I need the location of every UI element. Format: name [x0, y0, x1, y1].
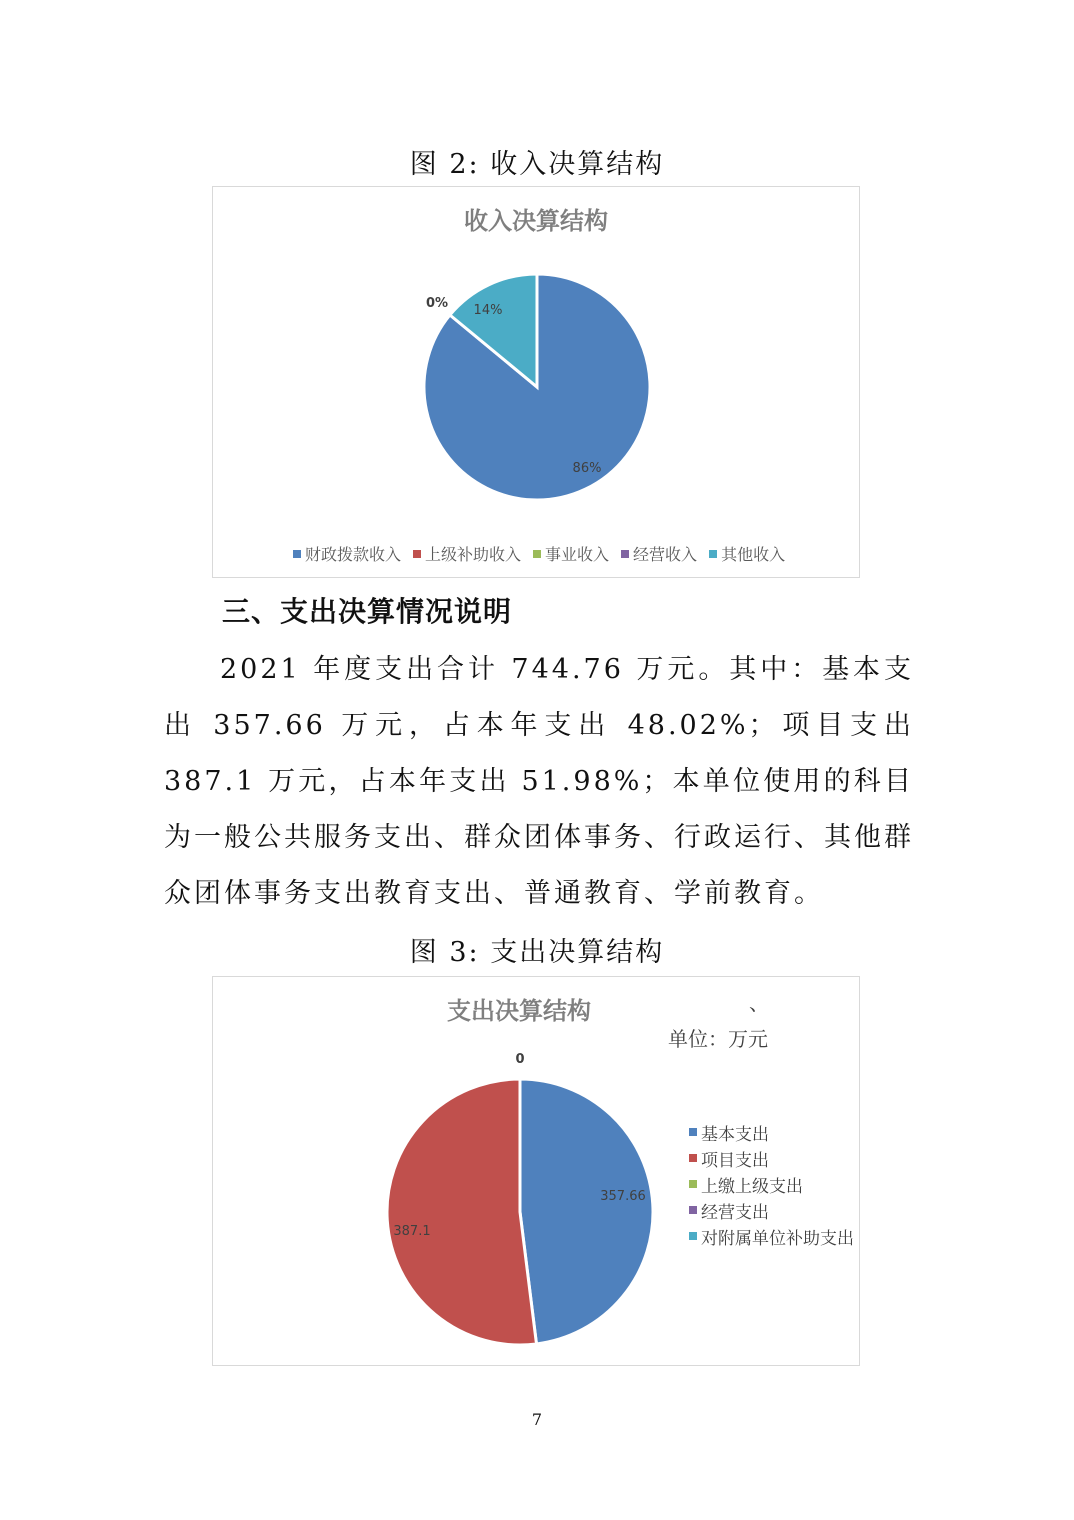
legend-swatch: [689, 1180, 697, 1188]
legend-swatch: [689, 1128, 697, 1136]
legend-item: [413, 542, 521, 565]
legend-swatch: [293, 550, 301, 558]
legend-item: [689, 1171, 854, 1197]
legend-item: [709, 542, 785, 565]
legend-label: 其他收入: [721, 545, 786, 564]
legend-swatch: [689, 1206, 697, 1214]
figure-3-caption: 图 3: 支出决算结构: [409, 937, 665, 968]
income-chart: [212, 186, 860, 578]
legend-label: 项目支出: [701, 1150, 769, 1171]
stray-mark: 、: [749, 991, 769, 1015]
pie-data-label: 14%: [473, 303, 503, 318]
unit-label: 单位：万元: [668, 1027, 768, 1051]
legend-swatch: [621, 550, 629, 558]
income-pie: [213, 187, 859, 577]
legend-item: [533, 542, 609, 565]
expenditure-legend: [689, 1119, 854, 1249]
figure-2-caption: 图 2: 收入决算结构: [409, 149, 665, 180]
pie-data-label: 357.66: [600, 1189, 646, 1204]
legend-swatch: [689, 1232, 697, 1240]
legend-item: [689, 1119, 854, 1145]
legend-item: [689, 1223, 854, 1249]
legend-label: 经营支出: [701, 1202, 769, 1223]
legend-label: 对附属单位补助支出: [701, 1228, 854, 1249]
section-heading: 三、支出决算情况说明: [222, 595, 513, 628]
legend-swatch: [689, 1154, 697, 1162]
income-chart-title: 收入决算结构: [464, 207, 608, 235]
legend-item: [621, 542, 697, 565]
pie-data-label: 387.1: [393, 1224, 431, 1239]
legend-label: 财政拨款收入: [305, 545, 402, 564]
legend-swatch: [533, 550, 541, 558]
legend-item: [293, 542, 401, 565]
pie-data-label: 86%: [572, 461, 602, 476]
legend-label: 上缴上级支出: [701, 1176, 803, 1197]
legend-label: 基本支出: [701, 1124, 769, 1145]
page-number: 7: [531, 1410, 543, 1429]
legend-label: 事业收入: [545, 545, 610, 564]
legend-item: [689, 1197, 854, 1223]
expenditure-chart: [212, 976, 860, 1366]
income-legend: [293, 542, 785, 565]
pie-slice-1: [520, 1079, 653, 1344]
body-paragraph: 2021 年度支出合计 744.76 万元。其中：基本支出 357.66 万元，占本年支出 48.02%；项目支出 387.1 万元，占本年支出 51.98%；本单位使用的科目为一般公共服务支出、群众团体事务、行政运行、其他群众团体事务支出教育支出、普通教育、学前教育。: [164, 654, 914, 909]
pie-data-label: 0: [515, 1052, 525, 1067]
legend-label: 上级补助收入: [425, 545, 522, 564]
legend-item: [689, 1145, 854, 1171]
pie-slice-2: [387, 1079, 536, 1345]
pie-data-label: 0%: [425, 296, 449, 311]
legend-label: 经营收入: [633, 545, 698, 564]
legend-swatch: [413, 550, 421, 558]
legend-swatch: [709, 550, 717, 558]
expenditure-chart-title: 支出决算结构: [447, 997, 591, 1025]
